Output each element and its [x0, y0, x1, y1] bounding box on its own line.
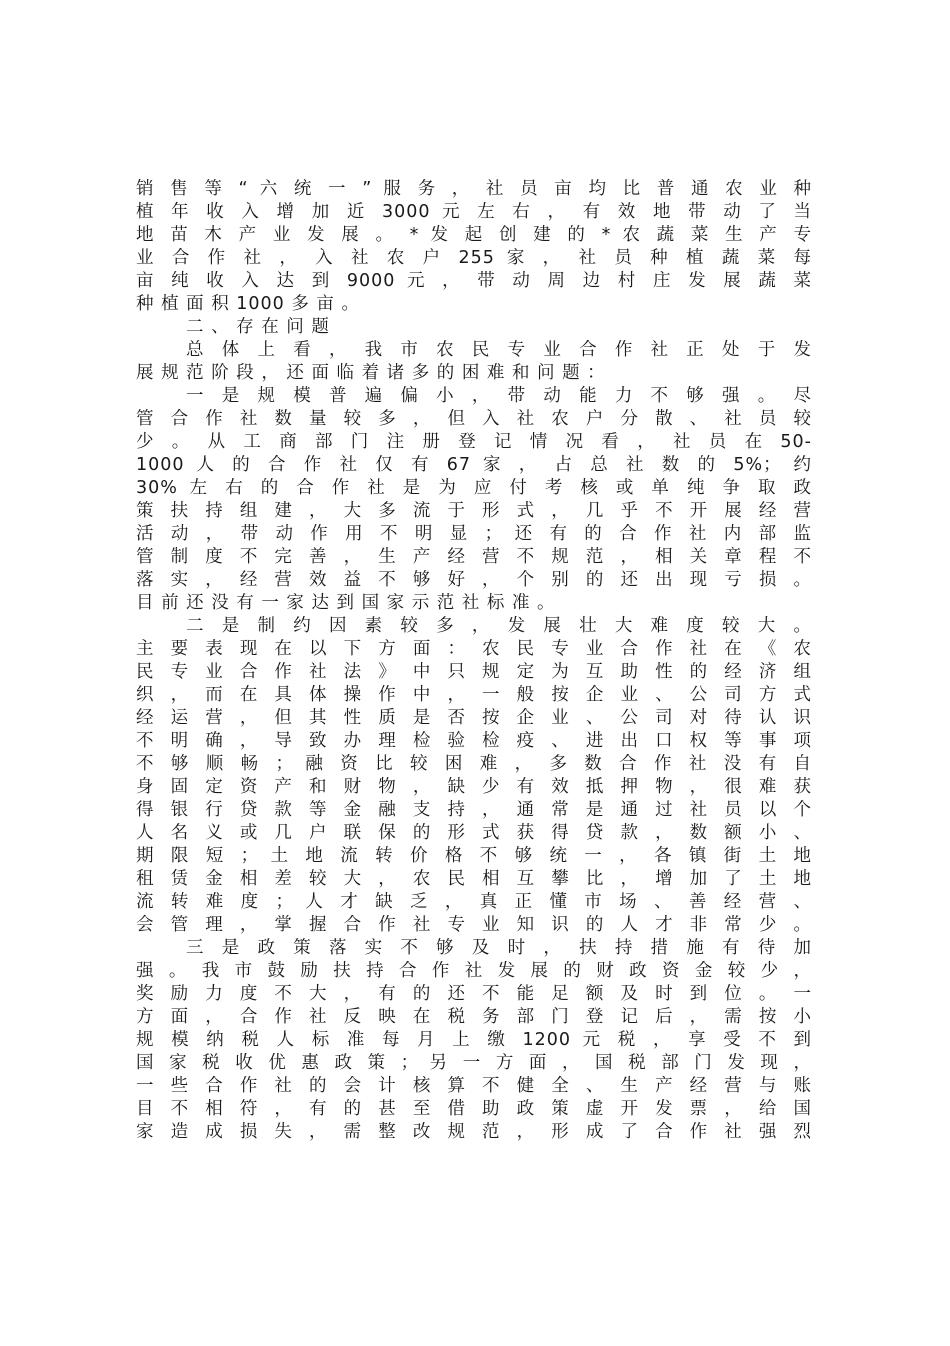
body-text	[136, 178, 812, 1144]
text-line: 奖 励 力 度 不 大 ， 有 的 还 不 能 足 额 及 时 到 位 。 一	[136, 984, 812, 1004]
text-line: 落 实 ， 经 营 效 益 不 够 好 ， 个 别 的 还 出 现 亏 损 。	[136, 570, 812, 590]
text-line: 管 合 作 社 数 量 较 多 ， 但 入 社 农 户 分 散 、 社 员 较	[136, 409, 812, 429]
text-line: 二 是 制 约 因 素 较 多 ， 发 展 壮 大 难 度 较 大 。	[186, 616, 812, 636]
text-line: 会 管 理 ， 掌 握 合 作 社 专 业 知 识 的 人 才 非 常 少 。	[136, 915, 812, 935]
text-line: 30% 左 右 的 合 作 社 是 为 应 付 考 核 或 单 纯 争 取 政	[136, 478, 812, 498]
text-line: 总 体 上 看 ， 我 市 农 民 专 业 合 作 社 正 处 于 发	[186, 340, 812, 360]
text-line: 民 专 业 合 作 社 法 》 中 只 规 定 为 互 助 性 的 经 济 组	[136, 662, 812, 682]
text-line: 期 限 短 ； 土 地 流 转 价 格 不 够 统 一 ， 各 镇 街 土 地	[136, 846, 812, 866]
text-line: 方 面 ， 合 作 社 反 映 在 税 务 部 门 登 记 后 ， 需 按 小	[136, 1007, 812, 1027]
text-line: 地 苗 木 产 业 发 展 。 * 发 起 创 建 的 * 农 蔬 菜 生 产 专	[136, 225, 812, 245]
text-line: 不 明 确 ， 导 致 办 理 检 验 检 疫 、 进 出 口 权 等 事 项	[136, 731, 812, 751]
text-line: 经 运 营 ， 但 其 性 质 是 否 按 企 业 、 公 司 对 待 认 识	[136, 708, 812, 728]
text-line: 少 。 从 工 商 部 门 注 册 登 记 情 况 看 ， 社 员 在 50-	[136, 432, 812, 452]
text-line: 植 年 收 入 增 加 近 3000 元 左 右 ， 有 效 地 带 动 了 当	[136, 202, 812, 222]
text-line: 织 ， 而 在 具 体 操 作 中 ， 一 般 按 企 业 、 公 司 方 式	[136, 685, 812, 705]
text-line: 人 名 义 或 几 户 联 保 的 形 式 获 得 贷 款 ， 数 额 小 、	[136, 823, 812, 843]
text-line: 展 规 范 阶 段 ， 还 面 临 着 诸 多 的 困 难 和 问 题 ：	[136, 363, 606, 383]
text-line: 强 。 我 市 鼓 励 扶 持 合 作 社 发 展 的 财 政 资 金 较 少 ，	[136, 961, 812, 981]
text-line: 活 动 ， 带 动 作 用 不 明 显 ； 还 有 的 合 作 社 内 部 监	[136, 524, 812, 544]
text-line: 国 家 税 收 优 惠 政 策 ； 另 一 方 面 ， 国 税 部 门 发 现 ，	[136, 1053, 812, 1073]
text-line: 二 、 存 在 问 题	[186, 317, 330, 337]
text-line: 得 银 行 贷 款 等 金 融 支 持 ， 通 常 是 通 过 社 员 以 个	[136, 800, 812, 820]
text-line: 家 造 成 损 失 ， 需 整 改 规 范 ， 形 成 了 合 作 社 强 烈	[136, 1122, 812, 1142]
text-line: 销 售 等 “ 六 统 一 ” 服 务 ， 社 员 亩 均 比 普 通 农 业 种	[136, 179, 812, 199]
text-line: 亩 纯 收 入 达 到 9000 元 ， 带 动 周 边 村 庄 发 展 蔬 菜	[136, 271, 812, 291]
text-line: 策 扶 持 组 建 ， 大 多 流 于 形 式 ， 几 乎 不 开 展 经 营	[136, 501, 812, 521]
text-line: 一 些 合 作 社 的 会 计 核 算 不 健 全 、 生 产 经 营 与 账	[136, 1076, 812, 1096]
text-line: 流 转 难 度 ； 人 才 缺 乏 ， 真 正 懂 市 场 、 善 经 营 、	[136, 892, 812, 912]
text-line: 不 够 顺 畅 ； 融 资 比 较 困 难 ， 多 数 合 作 社 没 有 自	[136, 754, 812, 774]
text-line: 目 不 相 符 ， 有 的 甚 至 借 助 政 策 虚 开 发 票 ， 给 国	[136, 1099, 812, 1119]
text-line: 规 模 纳 税 人 标 准 每 月 上 缴 1200 元 税 ， 享 受 不 到	[136, 1030, 812, 1050]
text-line: 1000 人 的 合 作 社 仅 有 67 家 ， 占 总 社 数 的 5%； 约	[136, 455, 812, 475]
text-line: 管 制 度 不 完 善 ， 生 产 经 营 不 规 范 ， 相 关 章 程 不	[136, 547, 812, 567]
text-line: 种 植 面 积 1000 多 亩 。	[136, 294, 360, 314]
text-line: 业 合 作 社 ， 入 社 农 户 255 家 ， 社 员 种 植 蔬 菜 每	[136, 248, 812, 268]
text-line: 身 固 定 资 产 和 财 物 ， 缺 少 有 效 抵 押 物 ， 很 难 获	[136, 777, 812, 797]
text-line: 一 是 规 模 普 遍 偏 小 ， 带 动 能 力 不 够 强 。 尽	[186, 386, 812, 406]
text-line: 目 前 还 没 有 一 家 达 到 国 家 示 范 社 标 准 。	[136, 593, 556, 613]
text-line: 租 赁 金 相 差 较 大 ， 农 民 相 互 攀 比 ， 增 加 了 土 地	[136, 869, 812, 889]
text-line: 主 要 表 现 在 以 下 方 面 ： 农 民 专 业 合 作 社 在 《 农	[136, 639, 812, 659]
text-line: 三 是 政 策 落 实 不 够 及 时 ， 扶 持 措 施 有 待 加	[186, 938, 812, 958]
